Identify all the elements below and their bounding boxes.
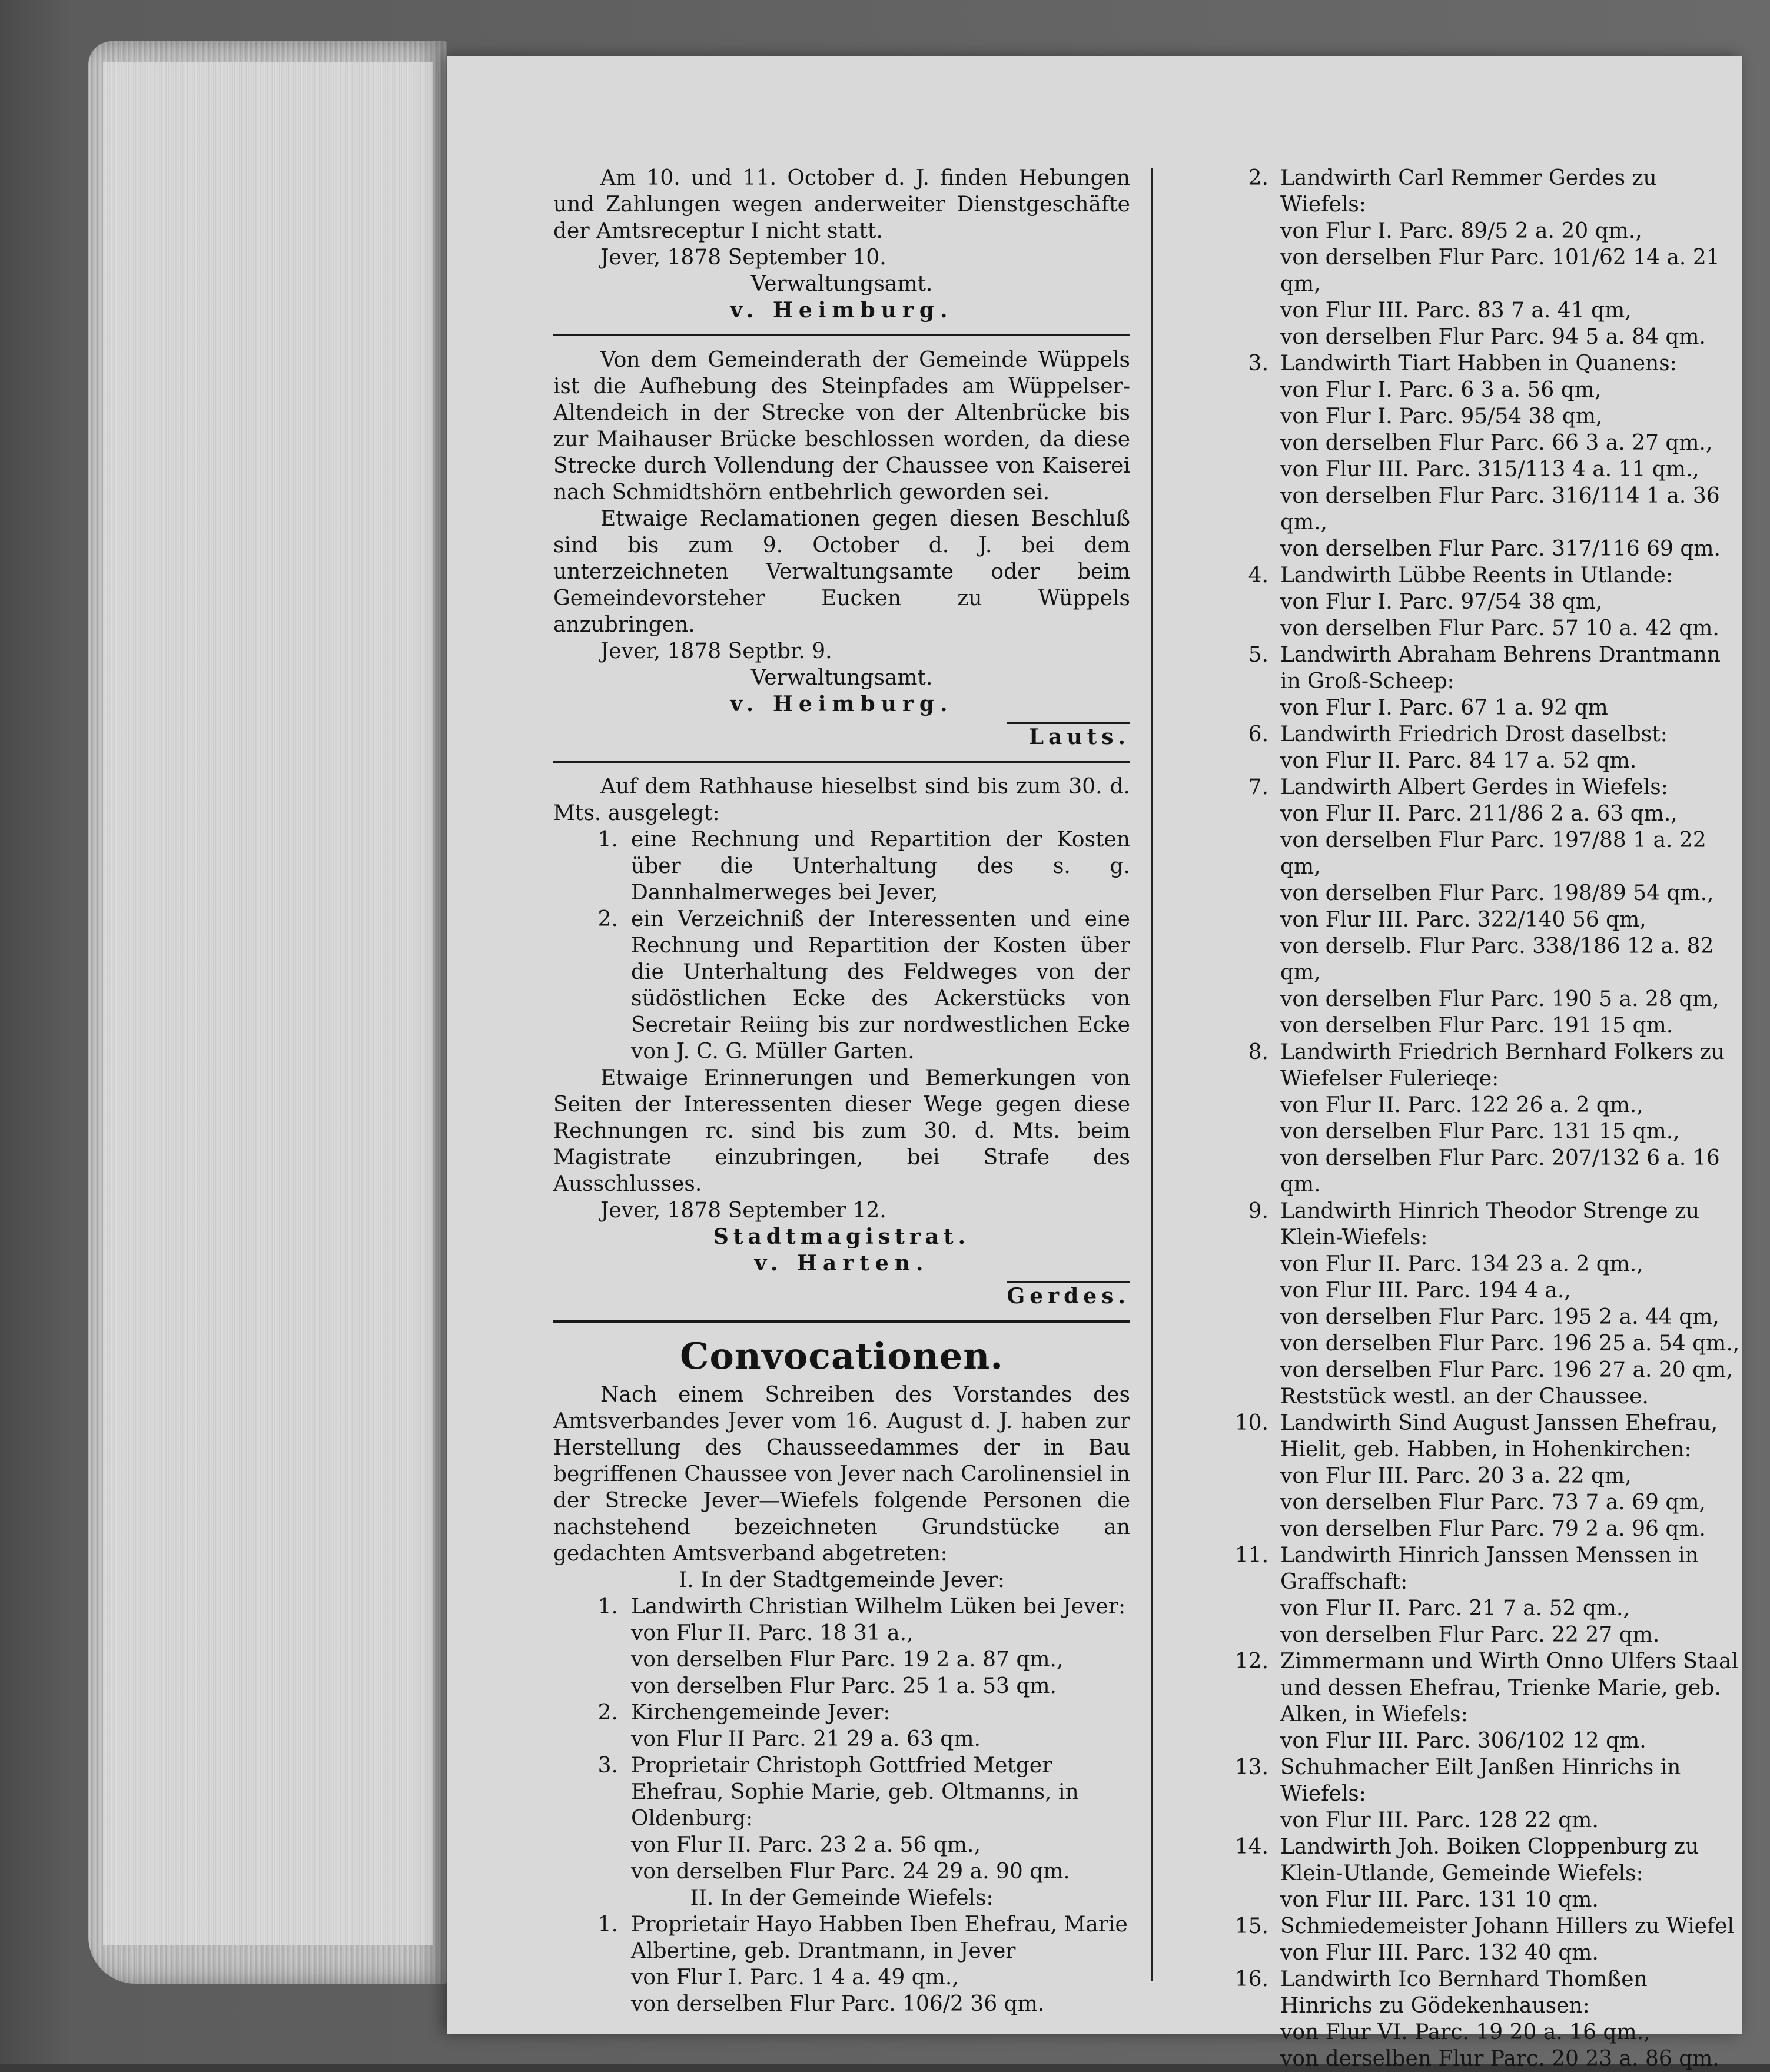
item-number: 8. [1248,1040,1268,1064]
list-item [1227,1648,1742,1754]
item-line: Landwirth Friedrich Bernhard Folkers zu Wiefelser Fulerieqe: [1280,1040,1725,1091]
item-line: von derselben Flur Parc. 19 2 a. 87 qm., [631,1648,1064,1672]
item-number: 2. [597,1701,618,1725]
item-line: von Flur III. Parc. 322/140 56 qm, [1280,908,1646,932]
notice1-text: Am 10. und 11. October d. J. finden Hebungen und Zahlungen wegen anderweiter Dienstgeschäfte der Amtsreceptur I nicht statt. [553,166,1130,243]
item-line: von derselben Flur Parc. 195 2 a. 44 qm, [1280,1305,1719,1329]
item-line: von derselben Flur Parc. 131 15 qm., [1280,1120,1680,1144]
list-item [553,1752,1130,1885]
notice2-text2: Etwaige Reclamationen gegen diesen Beschluß sind bis zum 9. October d. J. bei dem unterzeichneten Verwaltungsamte oder beim Gemeindevorsteher Eucken zu Wüppels anzubringen. [553,507,1130,637]
item-line: Reststück westl. an der Chaussee. [1280,1384,1649,1409]
item-line: von Flur VI. Parc. 19 20 a. 16 qm., [1280,2020,1651,2044]
item-line: von Flur III. Parc. 20 3 a. 22 qm, [1280,1464,1632,1488]
item-line: von Flur II. Parc. 21 7 a. 52 qm., [1280,1596,1630,1621]
item-line: von derselben Flur Parc. 66 3 a. 27 qm., [1280,431,1713,455]
notice2-date: Jever, 1878 Septbr. 9. [600,639,832,663]
item-line: Landwirth Joh. Boiken Cloppenburg zu Klein-Utlande, Gemeinde Wiefels: [1280,1835,1699,1885]
item-line: von derselben Flur Parc. 207/132 6 a. 16 qm. [1280,1146,1720,1197]
list-item [1227,350,1742,562]
notice3-office: Stadtmagistrat. [713,1224,971,1249]
divider [553,1320,1130,1323]
notice1-office: Verwaltungsamt. [750,272,933,296]
item-line: von derselben Flur Parc. 191 15 qm. [1280,1014,1673,1038]
item-line: von Flur III. Parc. 83 7 a. 41 qm, [1280,298,1632,323]
list-item [1227,1410,1742,1542]
item-number: 3. [597,1754,618,1778]
section-heading: I. In der Stadtgemeinde Jever: [678,1568,1005,1592]
right-column [1227,165,1742,2072]
item-line: Proprietair Hayo Habben Iben Ehefrau, Marie Albertine, geb. Drantmann, in Jever [631,1912,1128,1963]
item-line: von Flur III. Parc. 128 22 qm. [1280,1808,1599,1832]
item-line: von Flur II. Parc. 134 23 a. 2 qm., [1280,1252,1643,1276]
item-line: Kirchengemeinde Jever: [631,1701,891,1725]
notice1-date: Jever, 1878 September 10. [600,245,886,270]
notice2-signature: v. Heimburg. [730,692,954,716]
item-number: 2. [597,907,618,931]
item-line: von Flur III. Parc. 315/113 4 a. 11 qm., [1280,457,1699,482]
item-line: von derselben Flur Parc. 106/2 36 qm. [631,1992,1045,2016]
notice3-clerk: Gerdes. [1007,1284,1130,1309]
item-number: 16. [1234,1967,1268,1991]
item-line: von Flur II. Parc. 122 26 a. 2 qm., [1280,1093,1643,1117]
divider [553,334,1130,336]
item-number: 7. [1248,775,1268,799]
item-line: von Flur I. Parc. 89/5 2 a. 20 qm., [1280,219,1642,243]
item-number: 12. [1234,1649,1268,1673]
item-line: von Flur I. Parc. 1 4 a. 49 qm., [631,1965,959,1990]
item-line: von Flur I. Parc. 67 1 a. 92 qm [1280,696,1608,720]
convocations-intro: Nach einem Schreiben des Vorstandes des Amtsverbandes Jever vom 16. August d. J. haben zur Herstellung des Chausseedammes der in Bau begriffenen Chaussee von Jever nach Carolinensiel in der Strecke Jever—Wiefels folgende Personen die nachstehend bezeichneten Grundstücke an gedachten Amtsverband abgetreten: [553,1383,1130,1566]
item-number: 2. [1248,166,1268,190]
notice3-intro: Auf dem Rathhause hieselbst sind bis zum 30. d. Mts. ausgelegt: [553,775,1130,825]
item-line: von Flur II Parc. 21 29 a. 63 qm. [631,1727,981,1751]
item-number: 1. [597,1595,618,1619]
item-number: 9. [1248,1199,1268,1223]
list-item [553,1699,1130,1752]
list-item [1227,562,1742,642]
item-line: Landwirth Lübbe Reents in Utlande: [1280,563,1673,587]
item-line: von derselben Flur Parc. 20 23 a. 86 qm. [1280,2047,1719,2071]
item-line: von derselben Flur Parc. 24 29 a. 90 qm. [631,1860,1070,1884]
item-line: von derselben Flur Parc. 198/89 54 qm., [1280,881,1714,905]
item-number: 14. [1234,1835,1268,1859]
item-line: von derselben Flur Parc. 22 27 qm. [1280,1623,1660,1647]
item-line: von Flur III. Parc. 306/102 12 qm. [1280,1729,1646,1753]
section-heading: II. In der Gemeinde Wiefels: [690,1886,994,1910]
item-line: von Flur II. Parc. 18 31 a., [631,1621,914,1645]
item-line: von derselben Flur Parc. 25 1 a. 53 qm. [631,1674,1057,1698]
item-line: von Flur III. Parc. 131 10 qm. [1280,1888,1599,1912]
item-line: von Flur I. Parc. 95/54 38 qm, [1280,404,1603,429]
book-left-pages [103,62,433,1945]
divider [553,761,1130,763]
item-line: von derselben Flur Parc. 317/116 69 qm. [1280,537,1721,561]
item-line: von derselben Flur Parc. 190 5 a. 28 qm, [1280,987,1719,1011]
item-line: von derselben Flur Parc. 197/88 1 a. 22 qm, [1280,828,1706,879]
notice2-office: Verwaltungsamt. [750,666,933,690]
notice3-item [553,826,1130,906]
item-line: von Flur II. Parc. 23 2 a. 56 qm., [631,1833,981,1857]
item-line: Landwirth Friedrich Drost daselbst: [1280,722,1668,746]
item-line: Landwirth Abraham Behrens Drantmann in Groß-Scheep: [1280,643,1721,693]
list-item [1227,1198,1742,1410]
list-item [1227,1754,1742,1834]
list-item [1227,1039,1742,1198]
item-line: von derselben Flur Parc. 101/62 14 a. 21 qm, [1280,245,1720,296]
list-item [1227,642,1742,721]
item-line: von Flur III. Parc. 194 4 a., [1280,1279,1571,1303]
item-text: ein Verzeichniß der Interessenten und eine Rechnung und Repartition der Kosten über die Unterhaltung des Feldweges von der südöstlichen Ecke des Ackerstücks von Secretair Reiing bis zur nordwestlichen Ecke von J. C. G. Müller Garten. [631,907,1130,1064]
item-line: Landwirth Ico Bernhard Thomßen Hinrichs zu Gödekenhausen: [1280,1967,1648,2018]
notice2-text: Von dem Gemeinderath der Gemeinde Wüppels ist die Aufhebung des Steinpfades am Wüppelser-Altendeich in der Strecke von der Altenbrücke bis zur Maihauser Brücke beschlossen worden, da diese Strecke durch Vollendung der Chaussee von Kaiserei nach Schmidtshörn entbehrlich geworden sei. [553,348,1130,504]
left-column [553,165,1130,2017]
item-number: 6. [1248,722,1268,746]
item-line: Zimmermann und Wirth Onno Ulfers Staal und dessen Ehefrau, Trienke Marie, geb. Alken, in Wiefels: [1280,1649,1738,1726]
item-line: von derselb. Flur Parc. 338/186 12 a. 82 qm, [1280,934,1714,985]
item-line: von Flur II. Parc. 211/86 2 a. 63 qm., [1280,802,1678,826]
item-line: von Flur I. Parc. 97/54 38 qm, [1280,590,1603,614]
item-number: 4. [1248,563,1268,587]
list-item [553,1911,1130,2017]
item-text: eine Rechnung und Repartition der Kosten über die Unterhaltung des s. g. Dannhalmerweges bei Jever, [631,828,1130,905]
item-line: von derselben Flur Parc. 196 27 a. 20 qm, [1280,1358,1733,1382]
item-number: 15. [1234,1914,1268,1938]
list-item [1227,774,1742,1039]
item-line: Schuhmacher Eilt Janßen Hinrichs in Wiefels: [1280,1755,1681,1806]
column-divider [1151,168,1153,1981]
item-line: Landwirth Sind August Janssen Ehefrau, Hielit, geb. Habben, in Hohenkirchen: [1280,1411,1718,1462]
item-line: Landwirth Hinrich Janssen Menssen in Graffschaft: [1280,1543,1699,1594]
item-line: Proprietair Christoph Gottfried Metger Ehefrau, Sophie Marie, geb. Oltmanns, in Oldenburg: [631,1754,1079,1831]
item-number: 1. [597,828,618,852]
item-number: 5. [1248,643,1268,667]
item-number: 10. [1234,1411,1268,1435]
notice3-signature: v. Harten. [754,1251,929,1276]
item-line: von Flur II. Parc. 84 17 a. 52 qm. [1280,749,1637,773]
list-item [1227,1834,1742,1913]
item-line: von derselben Flur Parc. 79 2 a. 96 qm. [1280,1517,1706,1541]
list-item [553,1593,1130,1699]
item-line: von derselben Flur Parc. 94 5 a. 84 qm. [1280,325,1706,349]
item-number: 13. [1234,1755,1268,1779]
item-line: von Flur III. Parc. 132 40 qm. [1280,1941,1599,1965]
notice3-text2: Etwaige Erinnerungen und Bemerkungen von Seiten der Interessenten dieser Wege gegen diese Rechnungen rc. sind bis zum 30. d. Mts. beim Magistrate einzubringen, bei Strafe des Ausschlusses. [553,1066,1130,1196]
notice3-date: Jever, 1878 September 12. [600,1198,886,1223]
notice1-signature: v. Heimburg. [730,298,954,323]
list-item [1227,1913,1742,1966]
item-line: von derselben Flur Parc. 57 10 a. 42 qm. [1280,616,1719,640]
notice2-clerk: Lauts. [1028,725,1130,749]
item-number: 1. [597,1912,618,1937]
item-line: von Flur I. Parc. 6 3 a. 56 qm, [1280,378,1602,402]
item-number: 3. [1248,351,1268,376]
item-line: Landwirth Christian Wilhelm Lüken bei Jever: [631,1595,1126,1619]
item-number: 11. [1234,1543,1268,1568]
convocations-heading: Convocationen. [680,1334,1004,1377]
item-line: von derselben Flur Parc. 316/114 1 a. 36 qm., [1280,484,1720,534]
list-item [1227,1966,1742,2072]
list-item [1227,165,1742,350]
notice3-item [553,906,1130,1065]
item-line: Landwirth Carl Remmer Gerdes zu Wiefels: [1280,166,1657,217]
item-line: von derselben Flur Parc. 73 7 a. 69 qm, [1280,1490,1706,1515]
list-item [1227,1542,1742,1648]
item-line: Landwirth Albert Gerdes in Wiefels: [1280,775,1668,799]
item-line: Schmiedemeister Johann Hillers zu Wiefel [1280,1914,1735,1938]
item-line: Landwirth Hinrich Theodor Strenge zu Klein-Wiefels: [1280,1199,1700,1250]
item-line: von derselben Flur Parc. 196 25 a. 54 qm., [1280,1331,1740,1356]
list-item [1227,721,1742,774]
item-line: Landwirth Tiart Habben in Quanens: [1280,351,1677,376]
